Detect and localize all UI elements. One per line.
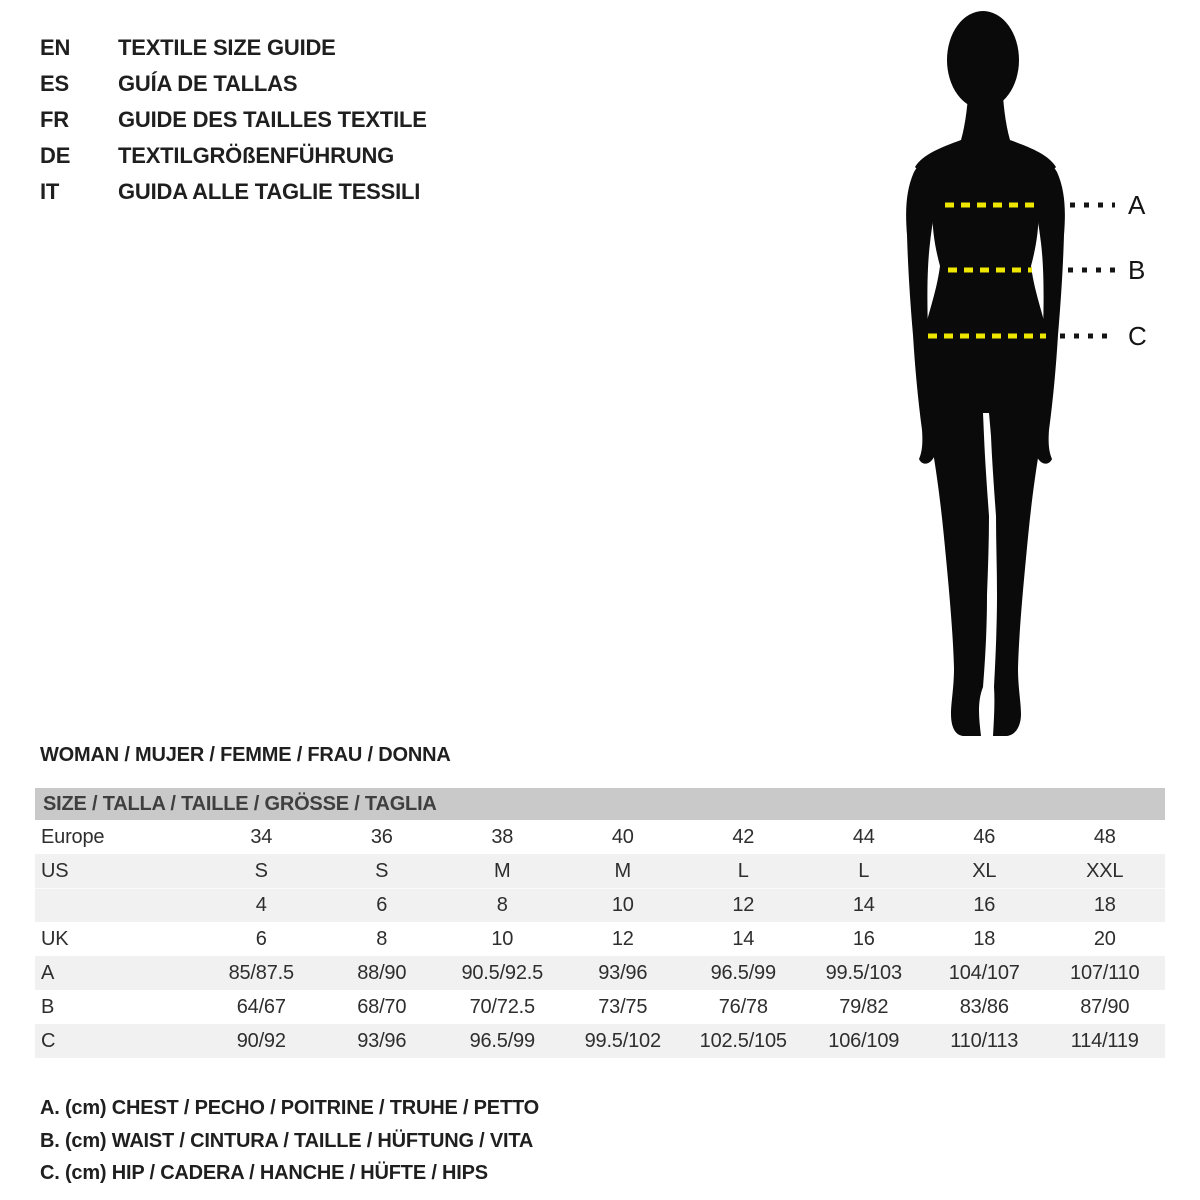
table-cell: 70/72.5 [469, 995, 535, 1018]
table-cell: 8 [376, 927, 388, 950]
table-cell: 14 [732, 927, 755, 950]
row-label: UK [41, 927, 69, 950]
table-cell: S [254, 859, 268, 882]
silhouette-head [947, 11, 1019, 109]
woman-silhouette [906, 11, 1065, 736]
table-cell: 99.5/103 [825, 961, 902, 984]
legend-line-waist: B. (cm) WAIST / CINTURA / TAILLE / HÜFTUNG / VITA [40, 1129, 534, 1152]
language-label: TEXTILE SIZE GUIDE [118, 35, 336, 60]
table-cell: 8 [496, 894, 508, 916]
table-cell: 93/96 [598, 961, 648, 984]
table-cell: 96.5/99 [710, 961, 776, 984]
language-code: EN [40, 35, 71, 60]
table-cell: 6 [255, 927, 267, 950]
table-cell: 10 [491, 927, 514, 950]
table-cell: 83/86 [959, 995, 1009, 1018]
table-cell: 104/107 [948, 961, 1020, 984]
table-cell: 42 [732, 825, 755, 848]
table-cell: L [858, 859, 870, 882]
table-cell: 114/119 [1070, 1029, 1139, 1052]
marker-label-c: C [1128, 321, 1147, 351]
language-label: GUIDA ALLE TAGLIE TESSILI [118, 179, 421, 204]
marker-label-a: A [1128, 190, 1146, 220]
table-cell: 87/90 [1080, 995, 1130, 1018]
row-label: A [41, 961, 55, 984]
table-cell: 85/87.5 [228, 961, 294, 984]
table-cell: 88/90 [357, 961, 407, 984]
table-cell: 16 [973, 894, 996, 916]
language-label: TEXTILGRÖßENFÜHRUNG [118, 143, 395, 168]
table-cell: 96.5/99 [469, 1029, 535, 1052]
table-cell: 38 [491, 825, 514, 848]
table-cell: 40 [611, 825, 634, 848]
language-list [40, 30, 427, 210]
table-cell: 90.5/92.5 [461, 961, 544, 984]
table-cell: 48 [1093, 825, 1116, 848]
woman-silhouette-svg [850, 0, 1200, 745]
table-cell: 16 [852, 927, 875, 950]
table-cell: 106/109 [828, 1029, 900, 1052]
table-row-uk [35, 922, 1165, 956]
table-cell: 4 [255, 894, 267, 916]
size-table [35, 788, 1165, 1058]
table-cell: 6 [376, 894, 388, 916]
table-cell: 14 [852, 894, 875, 916]
table-cell: 10 [611, 894, 634, 916]
table-cell: 107/110 [1070, 961, 1140, 984]
table-cell: M [494, 859, 511, 882]
table-cell: 73/75 [598, 995, 648, 1018]
table-cell: XL [972, 859, 997, 882]
language-label: GUIDE DES TAILLES TEXTILE [118, 107, 427, 132]
row-label: US [41, 859, 69, 882]
table-cell: XXL [1086, 859, 1124, 882]
table-row-chest-a [35, 956, 1165, 990]
table-cell: 44 [852, 825, 875, 848]
table-cell: 20 [1093, 927, 1116, 950]
table-cell: 102.5/105 [699, 1029, 787, 1052]
table-cell: L [737, 859, 749, 882]
table-cell: M [614, 859, 631, 882]
table-cell: 76/78 [718, 995, 768, 1018]
table-cell: 93/96 [357, 1029, 407, 1052]
size-table-header-label: SIZE / TALLA / TAILLE / GRÖSSE / TAGLIA [43, 792, 437, 815]
language-row-es [40, 66, 427, 102]
table-cell: 18 [1093, 894, 1116, 916]
table-row-hip-c [35, 1024, 1165, 1058]
table-cell: 64/67 [236, 995, 286, 1018]
table-cell: 18 [973, 927, 996, 950]
language-code: FR [40, 107, 69, 132]
table-row-waist-b [35, 990, 1165, 1024]
legend-line-chest: A. (cm) CHEST / PECHO / POITRINE / TRUHE / PETTO [40, 1097, 539, 1119]
table-cell: 99.5/102 [584, 1029, 661, 1052]
table-cell: 79/82 [839, 995, 889, 1018]
row-label: C [41, 1029, 56, 1052]
table-row-us [35, 854, 1165, 888]
section-title-woman: WOMAN / MUJER / FEMME / FRAU / DONNA [40, 744, 451, 766]
size-table-header-bar [35, 788, 1165, 820]
legend-line-hip: C. (cm) HIP / CADERA / HANCHE / HÜFTE / HIPS [40, 1162, 488, 1184]
size-guide-figure [850, 0, 1200, 745]
table-cell: 68/70 [357, 995, 407, 1018]
language-code: IT [40, 179, 60, 204]
table-cell: 36 [370, 825, 393, 848]
language-code: ES [40, 71, 69, 96]
table-row-us-numeric [35, 888, 1165, 922]
language-code: DE [40, 143, 71, 168]
language-row-fr [40, 102, 427, 138]
row-label: Europe [41, 825, 105, 848]
table-cell: 46 [973, 825, 996, 848]
table-cell: S [375, 859, 389, 882]
table-cell: 34 [250, 825, 273, 848]
language-row-de [40, 138, 427, 174]
table-cell: 12 [611, 927, 634, 950]
marker-label-b: B [1128, 255, 1146, 285]
language-label: GUÍA DE TALLAS [118, 71, 298, 96]
table-row-europe [35, 820, 1165, 854]
table-cell: 12 [732, 894, 755, 916]
language-row-en [40, 30, 427, 66]
language-row-it [40, 174, 427, 210]
table-cell: 110/113 [950, 1029, 1019, 1052]
row-label: B [41, 995, 55, 1018]
table-cell: 90/92 [236, 1029, 286, 1052]
measurement-legend [40, 1092, 539, 1190]
